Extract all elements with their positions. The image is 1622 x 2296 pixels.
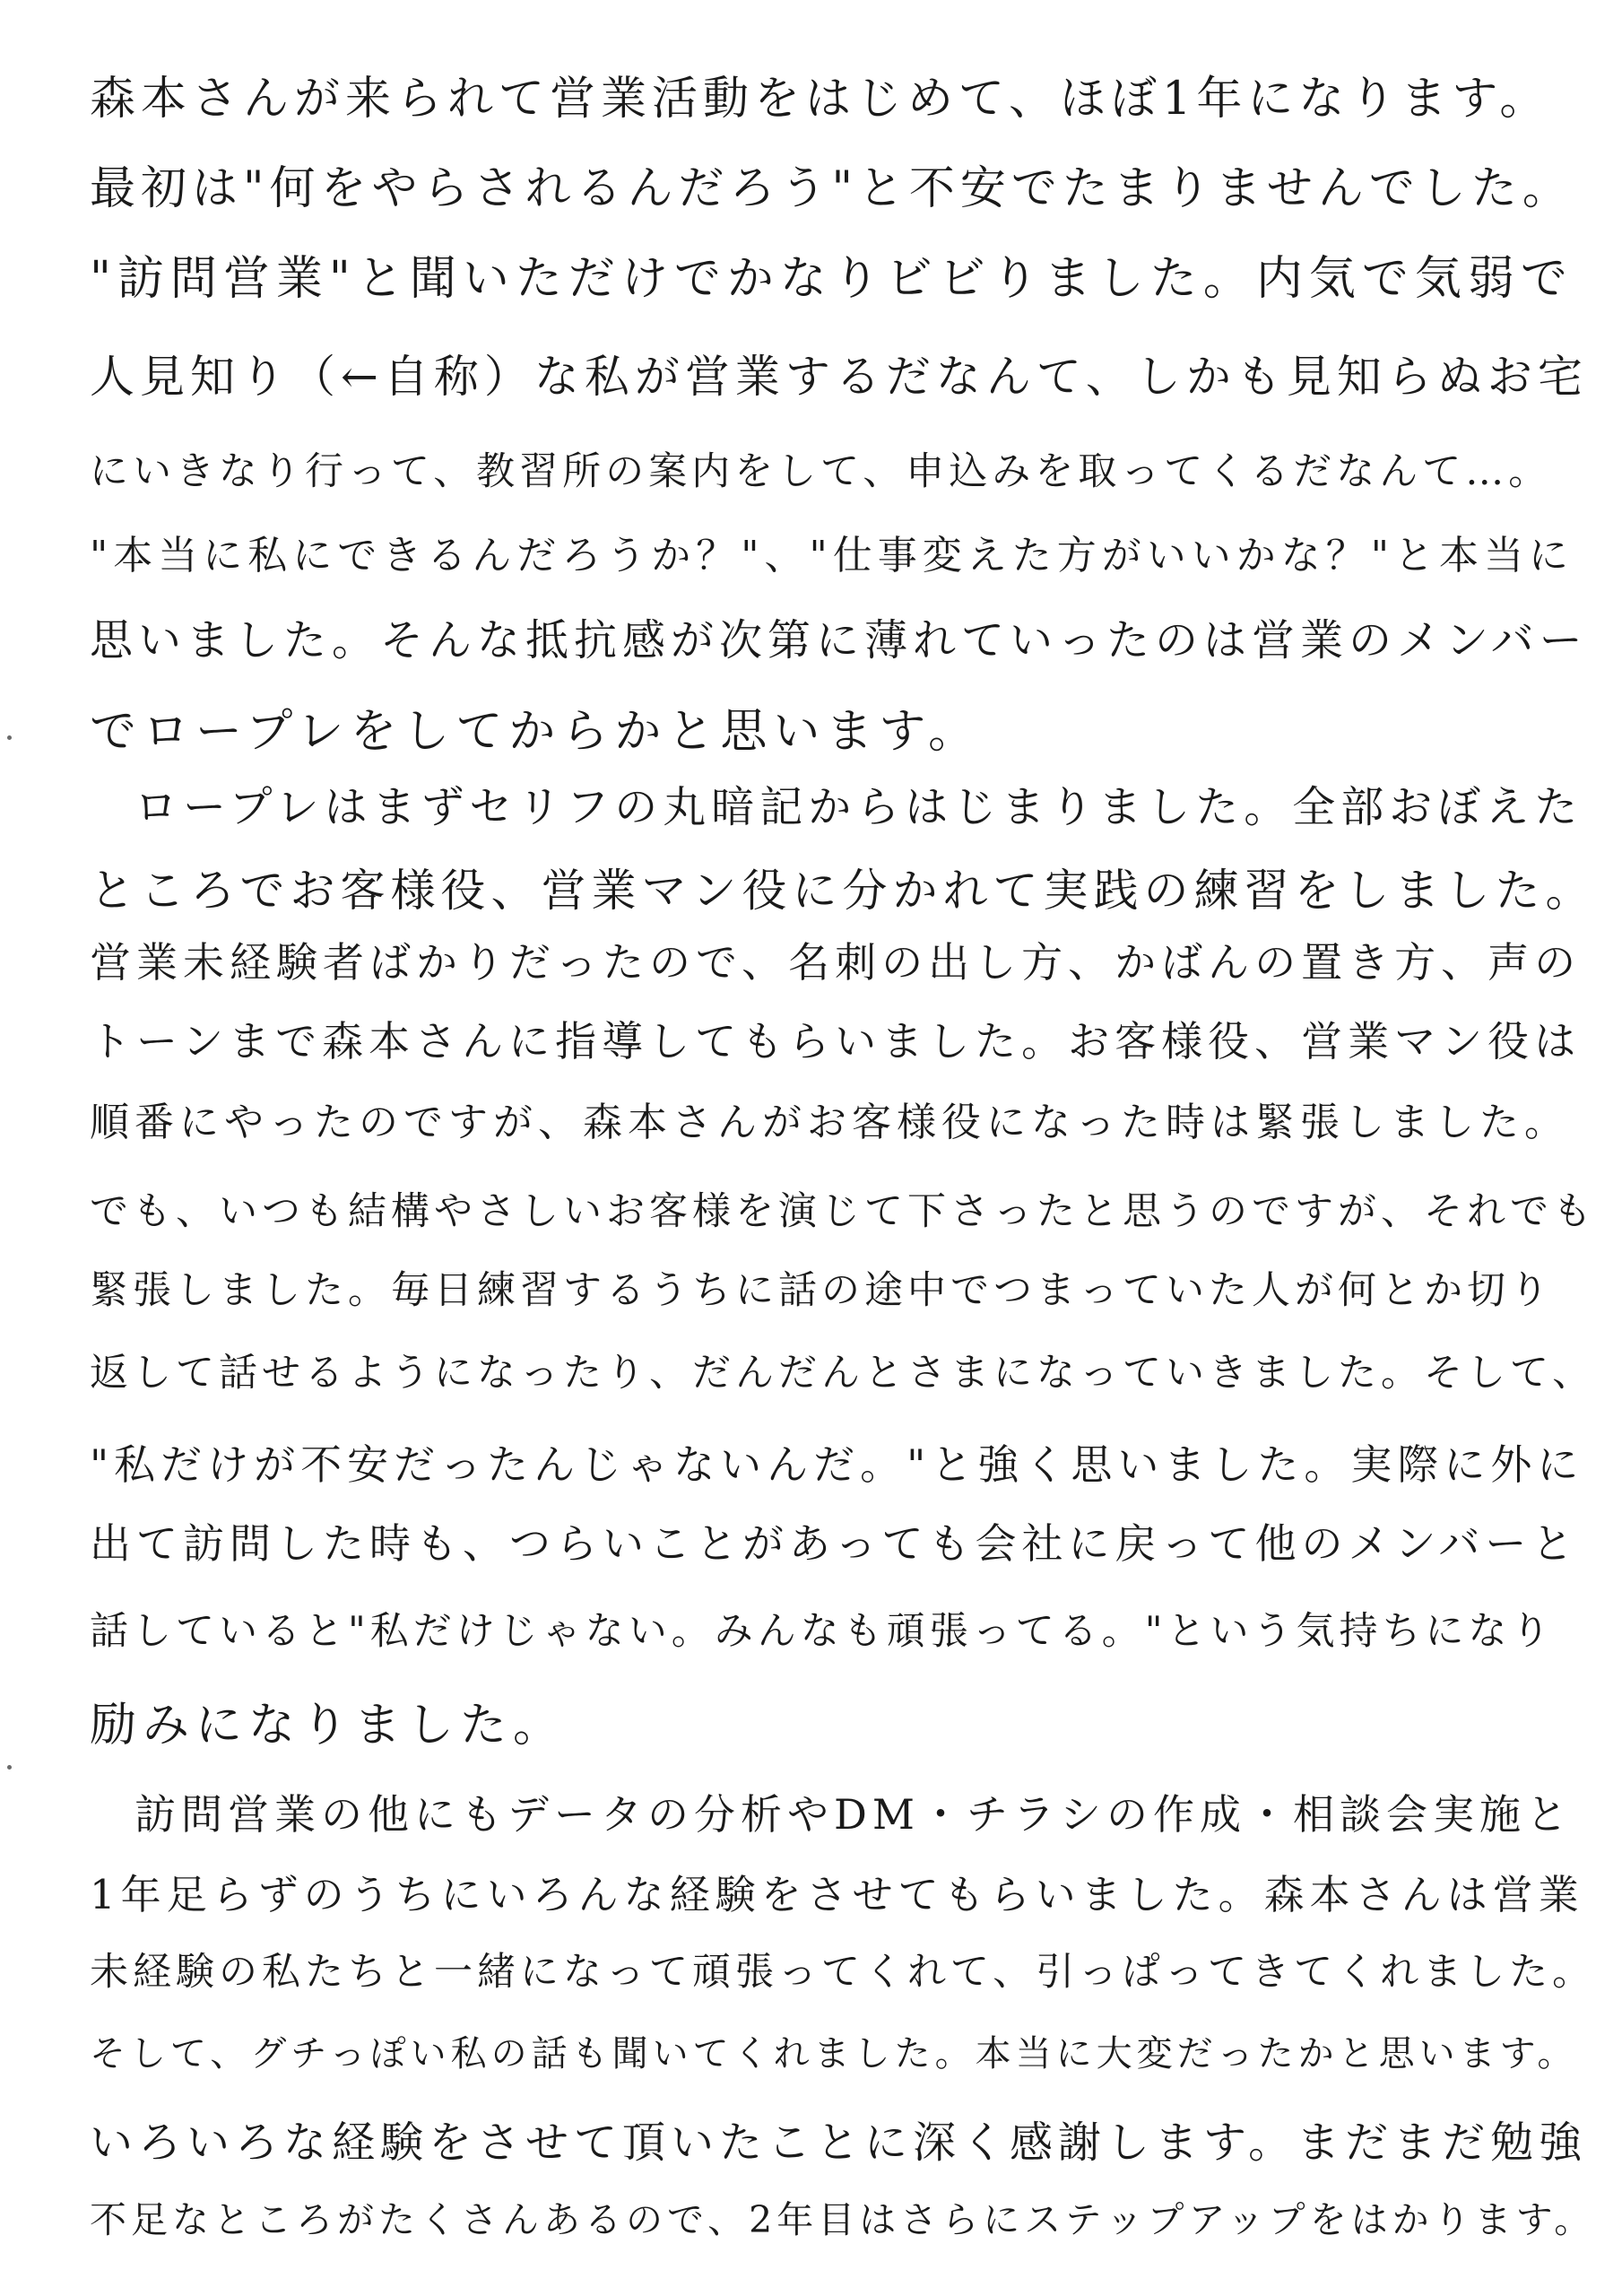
paper-speck — [7, 1765, 12, 1770]
letter-line: 出て訪問した時も、つらいことがあっても会社に戻って他のメンバーと — [90, 1519, 1579, 1568]
letter-line: トーンまで森本さんに指導してもらいました。お客様役、営業マン役は — [90, 1017, 1582, 1065]
letter-line: 話していると"私だけじゃない。みんなも頑張ってる。"という気持ちになり — [90, 1609, 1555, 1654]
letter-line: ロープレはまずセリフの丸暗記からはじまりました。全部おぼえた — [134, 782, 1583, 832]
letter-line: 緊張しました。毎日練習するうちに話の途中でつまっていた人が何とか切り — [90, 1268, 1553, 1313]
letter-line: 不足なところがたくさんあるので、2年目はさらにステップアップをはかります。 — [90, 2198, 1596, 2241]
letter-line: 返して話せるようになったり、だんだんとさまになっていきました。そして、 — [90, 1351, 1596, 1396]
letter-line: "訪問営業"と聞いただけでかなりビビりました。内気で気弱で — [90, 252, 1574, 306]
letter-line: そして、グチっぽい私の話も聞いてくれました。本当に大変だったかと思います。 — [90, 2033, 1578, 2074]
letter-line: 1年足らずのうちにいろんな経験をさせてもらいました。森本さんは営業 — [90, 1871, 1584, 1918]
letter-line: いろいろな経験をさせて頂いたことに深く感謝します。まだまだ勉強 — [90, 2118, 1588, 2168]
letter-line: 人見知り（←自称）な私が営業するだなんて、しかも見知らぬお宅 — [90, 351, 1588, 403]
letter-line: 森本さんが来られて営業活動をはじめて、ほぼ1年になります。 — [90, 73, 1551, 126]
letter-line: でも、いつも結構やさしいお客様を演じて下さったと思うのですが、それでも — [90, 1189, 1596, 1234]
letter-line: 励みになりました。 — [90, 1699, 567, 1752]
letter-line: でロープレをしてからかと思います。 — [90, 705, 982, 759]
letter-line: 営業未経験者ばかりだったので、名刺の出し方、かばんの置き方、声の — [90, 938, 1582, 987]
letter-line: "本当に私にできるんだろうか？"、"仕事変えた方がいいかな？"と本当に — [90, 533, 1574, 578]
letter-line: 思いました。そんな抵抗感が次第に薄れていったのは営業のメンバー — [90, 615, 1588, 665]
letter-line: 未経験の私たちと一緒になって頑張ってくれて、引っぱってきてくれました。 — [90, 1950, 1596, 1995]
letter-line: 訪問営業の他にもデータの分析やDM・チラシの作成・相談会実施と — [134, 1790, 1573, 1839]
letter-line: にいきなり行って、教習所の案内をして、申込みを取ってくるだなんて…。 — [90, 449, 1552, 494]
letter-line: 最初は"何をやらされるんだろう"と不安でたまりませんでした。 — [90, 162, 1574, 215]
letter-line: "私だけが不安だったんじゃないんだ。"と強く思いました。実際に外に — [90, 1440, 1584, 1489]
letter-line: 順番にやったのですが、森本さんがお客様役になった時は緊張しました。 — [90, 1100, 1569, 1145]
paper-speck — [7, 735, 12, 740]
letter-line: ところでお客様役、営業マン役に分かれて実践の練習をしました。 — [90, 865, 1596, 917]
